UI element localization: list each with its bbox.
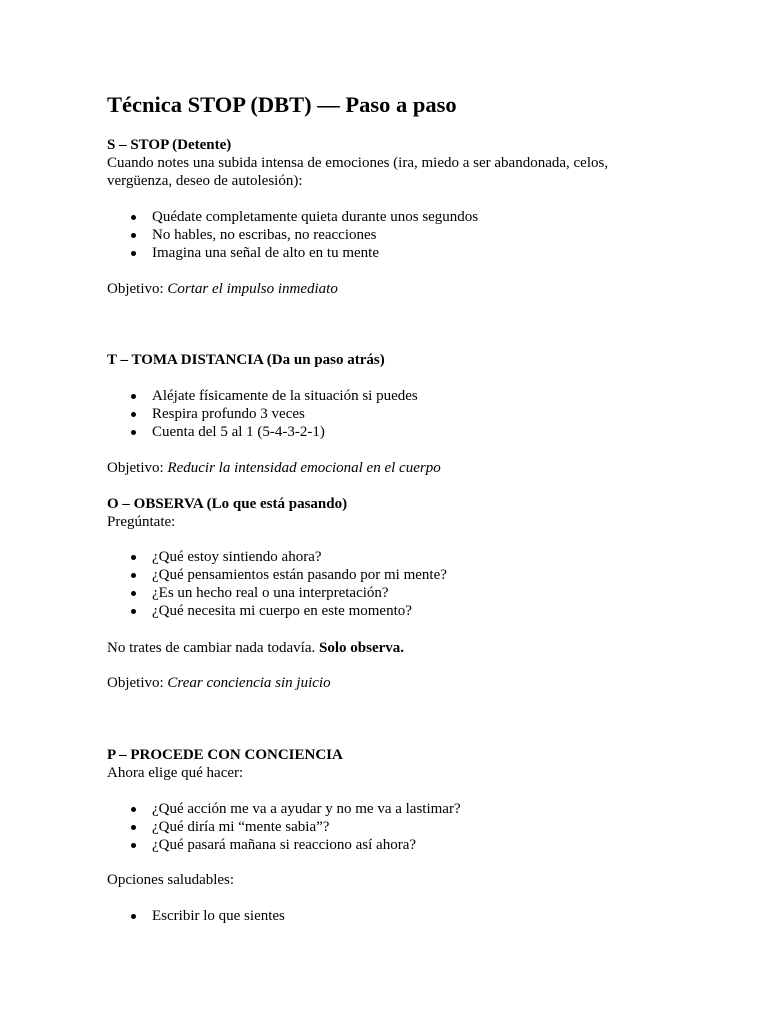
section-s-intro-line1: Cuando notes una subida intensa de emociones (ira, miedo a ser abandonada, celos, — [107, 155, 609, 171]
section-p-bullets — [107, 800, 667, 854]
list-item: Imagina una señal de alto en tu mente — [107, 244, 667, 262]
list-item: Escribir lo que sientes — [107, 907, 667, 925]
objective-text: Cortar el impulso inmediato — [167, 281, 338, 297]
objective-text: Reducir la intensidad emocional en el cuerpo — [167, 460, 441, 476]
section-p-options-label: Opciones saludables: — [107, 872, 235, 888]
section-o-note — [107, 639, 667, 657]
list-item: ¿Qué pasará mañana si reacciono así ahora? — [107, 836, 667, 854]
section-s-bullets — [107, 208, 667, 262]
note-text: No trates de cambiar nada todavía. — [107, 640, 316, 656]
objective-label: Objetivo: — [107, 460, 164, 476]
list-item: ¿Qué acción me va a ayudar y no me va a lastimar? — [107, 800, 667, 818]
section-p-intro: Ahora elige qué hacer: — [107, 765, 244, 781]
list-item: ¿Qué necesita mi cuerpo en este momento? — [107, 602, 667, 620]
objective-text: Crear conciencia sin juicio — [167, 675, 331, 691]
list-item: Aléjate físicamente de la situación si puedes — [107, 387, 667, 405]
note-bold: Solo observa. — [319, 640, 405, 656]
section-s-heading: S – STOP (Detente) — [107, 137, 232, 153]
section-s — [107, 136, 667, 190]
section-t-heading: T – TOMA DISTANCIA (Da un paso atrás) — [107, 352, 385, 368]
section-t-objective — [107, 459, 667, 477]
list-item: ¿Qué diría mi “mente sabia”? — [107, 818, 667, 836]
section-s-intro-line2: vergüenza, deseo de autolesión): — [107, 173, 303, 189]
list-item: ¿Es un hecho real o una interpretación? — [107, 584, 667, 602]
list-item: ¿Qué pensamientos están pasando por mi mente? — [107, 566, 667, 584]
list-item: Cuenta del 5 al 1 (5-4-3-2-1) — [107, 423, 667, 441]
section-o — [107, 495, 667, 531]
section-p-heading: P – PROCEDE CON CONCIENCIA — [107, 747, 343, 763]
section-t — [107, 351, 667, 369]
section-p — [107, 746, 667, 782]
section-t-bullets — [107, 387, 667, 441]
section-o-objective — [107, 674, 667, 692]
list-item: Quédate completamente quieta durante unos segundos — [107, 208, 667, 226]
section-o-heading: O – OBSERVA (Lo que está pasando) — [107, 496, 348, 512]
objective-label: Objetivo: — [107, 675, 164, 691]
section-o-intro: Pregúntate: — [107, 514, 176, 530]
section-s-objective — [107, 280, 667, 298]
page-title: Técnica STOP (DBT) — Paso a paso — [107, 92, 457, 117]
section-p-options — [107, 907, 667, 925]
section-o-bullets — [107, 548, 667, 620]
objective-label: Objetivo: — [107, 281, 164, 297]
list-item: No hables, no escribas, no reacciones — [107, 226, 667, 244]
list-item: Respira profundo 3 veces — [107, 405, 667, 423]
list-item: ¿Qué estoy sintiendo ahora? — [107, 548, 667, 566]
